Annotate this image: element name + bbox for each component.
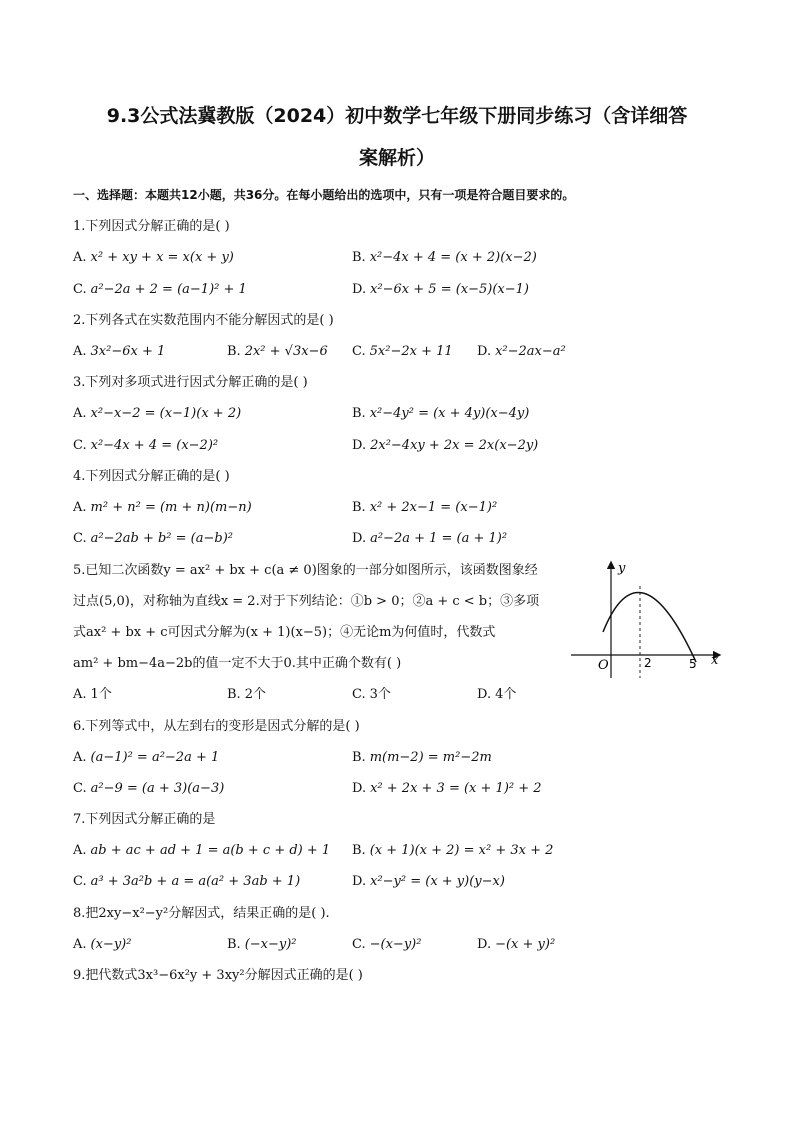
question-4-stem: 4.下列因式分解正确的是( ) <box>73 469 230 484</box>
question-7-option-d: D. x²−y² = (x + y)(y−x) <box>352 874 505 889</box>
question-2-option-c: C. 5x²−2x + 11 <box>352 344 453 359</box>
question-5-option-c: C. 3个 <box>352 687 391 702</box>
question-5-stem-line-2: 过点(5,0)，对称轴为直线x = 2.对于下列结论：①b > 0；②a + c < b；③多项 <box>73 594 540 609</box>
root-label: 5 <box>689 657 697 671</box>
question-1-option-c: C. a²−2a + 2 = (a−1)² + 1 <box>73 282 247 297</box>
question-3-option-d: D. 2x²−4xy + 2x = 2x(x−2y) <box>352 438 539 453</box>
question-7-option-b: B. (x + 1)(x + 2) = x² + 3x + 2 <box>352 843 554 858</box>
question-4-option-c: C. a²−2ab + b² = (a−b)² <box>73 531 233 546</box>
question-3-option-b: B. x²−4y² = (x + 4y)(x−4y) <box>352 406 530 421</box>
question-7-option-a: A. ab + ac + ad + 1 = a(b + c + d) + 1 <box>73 843 331 858</box>
question-6-option-a: A. (a−1)² = a²−2a + 1 <box>73 750 220 765</box>
question-3-stem: 3.下列对多项式进行因式分解正确的是( ) <box>73 375 308 390</box>
question-9-stem: 9.把代数式3x³−6x²y + 3xy²分解因式正确的是( ) <box>73 968 363 983</box>
question-1-option-b: B. x²−4x + 4 = (x + 2)(x−2) <box>352 250 537 265</box>
question-5-stem-line-4: am² + bm−4a−2b的值一定不大于0.其中正确个数有( ) <box>73 656 402 671</box>
question-8-option-a: A. (x−y)² <box>73 937 132 952</box>
question-4-option-d: D. a²−2a + 1 = (a + 1)² <box>352 531 508 546</box>
x-axis-label: x <box>711 653 719 668</box>
parabola-curve <box>603 592 696 662</box>
origin-label: O <box>598 658 609 673</box>
question-5-stem-line-3: 式ax² + bx + c可因式分解为(x + 1)(x−5)；④无论m为何值时，代数式 <box>73 625 496 640</box>
question-8-stem: 8.把2xy−x²−y²分解因式，结果正确的是( ). <box>73 906 330 921</box>
page-title-line-2: 案解析） <box>358 147 435 169</box>
section-heading: 一、选择题：本题共12小题，共36分。在每小题给出的选项中，只有一项是符合题目要求的。 <box>73 188 575 202</box>
question-3-option-c: C. x²−4x + 4 = (x−2)² <box>73 438 219 453</box>
y-axis-label: y <box>618 561 626 576</box>
question-1-option-a: A. x² + xy + x = x(x + y) <box>73 250 234 265</box>
question-2-option-b: B. 2x² + √3x−6 <box>227 344 328 359</box>
question-1-stem: 1.下列因式分解正确的是( ) <box>73 219 230 234</box>
question-1-option-d: D. x²−6x + 5 = (x−5)(x−1) <box>352 282 529 297</box>
question-6-stem: 6.下列等式中，从左到右的变形是因式分解的是( ) <box>73 719 360 734</box>
question-5-option-a: A. 1个 <box>73 687 112 702</box>
question-6-option-d: D. x² + 2x + 3 = (x + 1)² + 2 <box>352 781 542 796</box>
question-4-option-a: A. m² + n² = (m + n)(m−n) <box>73 500 252 515</box>
page-title-line-1: 9.3公式法冀教版（2024）初中数学七年级下册同步练习（含详细答 <box>106 105 688 127</box>
question-8-option-c: C. −(x−y)² <box>352 937 422 952</box>
question-6-option-c: C. a²−9 = (a + 3)(a−3) <box>73 781 225 796</box>
symmetry-axis-label: 2 <box>644 656 652 670</box>
question-6-option-b: B. m(m−2) = m²−2m <box>352 750 492 765</box>
question-5-option-d: D. 4个 <box>477 687 517 702</box>
question-2-option-a: A. 3x²−6x + 1 <box>73 344 166 359</box>
question-2-option-d: D. x²−2ax−a² <box>477 344 566 359</box>
question-8-option-b: B. (−x−y)² <box>227 937 297 952</box>
question-7-option-c: C. a³ + 3a²b + a = a(a² + 3ab + 1) <box>73 874 301 889</box>
question-4-option-b: B. x² + 2x−1 = (x−1)² <box>352 500 498 515</box>
question-3-option-a: A. x²−x−2 = (x−1)(x + 2) <box>73 406 242 421</box>
question-2-stem: 2.下列各式在实数范围内不能分解因式的是( ) <box>73 313 334 328</box>
question-5-stem-line-1: 5.已知二次函数y = ax² + bx + c(a ≠ 0)图象的一部分如图所示，该函数图象经 <box>73 563 538 578</box>
question-7-stem: 7.下列因式分解正确的是 <box>73 812 216 827</box>
question-8-option-d: D. −(x + y)² <box>477 937 556 952</box>
question-5-option-b: B. 2个 <box>227 687 266 702</box>
parabola-figure <box>571 560 723 678</box>
